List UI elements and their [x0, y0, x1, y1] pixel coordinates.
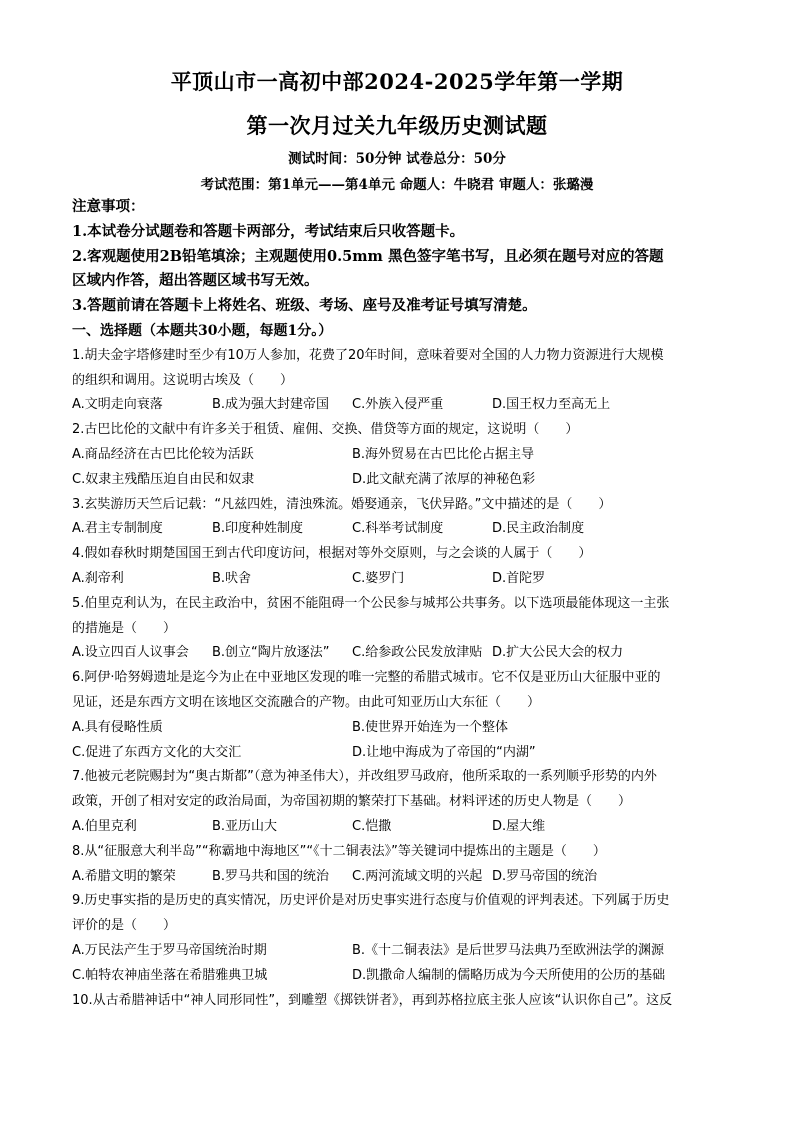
question-item	[72, 418, 716, 492]
exam-time-score: 测试时间：50分钟 试卷总分：50分	[288, 151, 506, 167]
options-row	[72, 567, 716, 592]
notice-heading: 注意事项：	[72, 198, 145, 215]
exam-title-school: 平顶山市一高初中部2024-2025学年第一学期	[170, 69, 624, 94]
answer-option: D.让地中海成为了帝国的“内湖”	[352, 744, 536, 760]
notice-item: 1.本试卷分试题卷和答题卡两部分，考试结束后只收答题卡。	[72, 222, 465, 240]
question-item	[72, 840, 716, 890]
question-stem-line: 8.从“征服意大利半岛”“称霸地中海地区”“《十二铜表法》”等关键词中提炼出的主题是（ ）	[72, 843, 606, 859]
question-stem-line: 2.古巴比伦的文献中有许多关于租赁、雇佣、交换、借贷等方面的规定，这说明（ ）	[72, 422, 579, 438]
question-stem-line: 4.假如春秋时期楚国国王到古代印度访问，根据对等外交原则，与之会谈的人属于（ ）	[72, 546, 592, 562]
answer-option: B.罗马共和国的统治	[212, 868, 330, 884]
answer-option: A.伯里克利	[72, 818, 137, 834]
answer-option: B.使世界开始连为一个整体	[352, 719, 509, 735]
exam-body	[72, 195, 716, 1013]
answer-option: A.文明走向衰落	[72, 397, 163, 413]
answer-option: B.成为强大封建帝国	[212, 397, 330, 413]
question-stem-line: 1.胡夫金字塔修建时至少有10万人参加，花费了20年时间，意味着要对全国的人力物力资源进行大规模	[72, 347, 664, 363]
answer-option: D.罗马帝国的统治	[492, 868, 598, 884]
answer-option: B.海外贸易在古巴比伦占据主导	[352, 446, 535, 462]
question-stem-line: 10.从古希腊神话中“神人同形同性”，到雕塑《掷铁饼者》，再到苏格拉底主张人应该“认识你自己”。这反	[72, 992, 673, 1008]
answer-option: C.奴隶主残酷压迫自由民和奴隶	[72, 471, 255, 487]
answer-option: D.扩大公民大会的权力	[492, 645, 624, 661]
options-row	[72, 393, 716, 418]
options-row	[72, 964, 716, 989]
question-item	[72, 889, 716, 988]
options-row	[72, 517, 716, 542]
options-row	[72, 815, 716, 840]
answer-option: C.恺撒	[352, 818, 392, 834]
notice-item: 区域内作答，超出答题区域书写无效。	[72, 272, 319, 290]
options-row	[72, 716, 716, 741]
question-list	[72, 344, 716, 1014]
question-item	[72, 344, 716, 418]
question-stem-line: 的组织和调用。这说明古埃及（ ）	[72, 372, 294, 388]
options-row	[72, 939, 716, 964]
notice-item: 2.客观题使用2B铅笔填涂；主观题使用0.5mm 黑色签字笔书写，且必须在题号对应的答题	[72, 247, 664, 265]
notice-item: 3.答题前请在答题卡上将姓名、班级、考场、座号及准考证号填写清楚。	[72, 297, 537, 315]
question-stem-line: 评价的是（ ）	[72, 918, 177, 934]
question-stem-line: 6.阿伊·哈努姆遗址是迄今为止在中亚地区发现的唯一完整的希腊式城市。它不仅是亚历山大征服中亚的	[72, 670, 661, 686]
answer-option: B.吠舍	[212, 570, 252, 586]
exam-scope-authors: 考试范围：第1单元——第4单元 命题人：牛晓君 审题人：张璐漫	[200, 177, 594, 193]
answer-option: C.帕特农神庙坐落在希腊雅典卫城	[72, 967, 268, 983]
options-row	[72, 741, 716, 766]
question-stem-line: 9.历史事实指的是历史的真实情况，历史评价是对历史事实进行态度与价值观的评判表述。下列属于历史	[72, 893, 670, 909]
answer-option: C.两河流域文明的兴起	[352, 868, 483, 884]
section-heading: 一、选择题（本题共30小题，每题1分。）	[72, 322, 333, 339]
answer-option: C.婆罗门	[352, 570, 405, 586]
answer-option: B.《十二铜表法》是后世罗马法典乃至欧洲法学的渊源	[352, 942, 665, 958]
question-item	[72, 989, 716, 1014]
answer-option: D.屋大维	[492, 818, 546, 834]
answer-option: B.印度种姓制度	[212, 521, 304, 537]
question-stem-line: 5.伯里克利认为，在民主政治中，贫困不能阻碍一个公民参与城邦公共事务。以下选项最能体现这一主张	[72, 595, 670, 611]
options-row	[72, 468, 716, 493]
answer-option: C.促进了东西方文化的大交汇	[72, 744, 242, 760]
answer-option: A.商品经济在古巴比伦较为活跃	[72, 446, 254, 462]
question-stem-line: 的措施是（ ）	[72, 620, 177, 636]
question-stem-line: 政策，开创了相对安定的政治局面，为帝国初期的繁荣打下基础。材料评述的历史人物是（ ）	[72, 794, 632, 810]
options-row	[72, 641, 716, 666]
answer-option: A.万民法产生于罗马帝国统治时期	[72, 942, 267, 958]
question-item	[72, 765, 716, 839]
answer-option: B.亚历山大	[212, 818, 278, 834]
answer-option: A.设立四百人议事会	[72, 645, 189, 661]
answer-option: C.外族入侵严重	[352, 397, 444, 413]
answer-option: B.创立“陶片放逐法”	[212, 645, 330, 661]
options-row	[72, 865, 716, 890]
question-item	[72, 666, 716, 765]
answer-option: D.国王权力至高无上	[492, 397, 611, 413]
answer-option: D.民主政治制度	[492, 521, 585, 537]
answer-option: C.给参政公民发放津贴	[352, 645, 483, 661]
answer-option: A.君主专制制度	[72, 521, 163, 537]
answer-option: D.此文献充满了浓厚的神秘色彩	[352, 471, 536, 487]
answer-option: A.刹帝利	[72, 570, 124, 586]
answer-option: D.首陀罗	[492, 570, 546, 586]
exam-title-subject: 第一次月过关九年级历史测试题	[246, 113, 548, 138]
answer-option: A.具有侵略性质	[72, 719, 163, 735]
options-row	[72, 443, 716, 468]
question-stem-line: 见证，还是东西方文明在该地区交流融合的产物。由此可知亚历山大东征（ ）	[72, 694, 541, 710]
question-stem-line: 7.他被元老院赐封为“奥古斯都”（意为神圣伟大），并改组罗马政府，他所采取的一系列顺乎形势的内外	[72, 769, 657, 785]
answer-option: D.凯撒命人编制的儒略历成为今天所使用的公历的基础	[352, 967, 666, 983]
question-item	[72, 592, 716, 666]
question-stem-line: 3.玄奘游历天竺后记载：“凡兹四姓，清浊殊流。婚娶通亲，飞伏异路。”文中描述的是（ ）	[72, 496, 612, 512]
answer-option: C.科举考试制度	[352, 521, 444, 537]
question-item	[72, 542, 716, 592]
question-item	[72, 493, 716, 543]
answer-option: A.希腊文明的繁荣	[72, 868, 176, 884]
